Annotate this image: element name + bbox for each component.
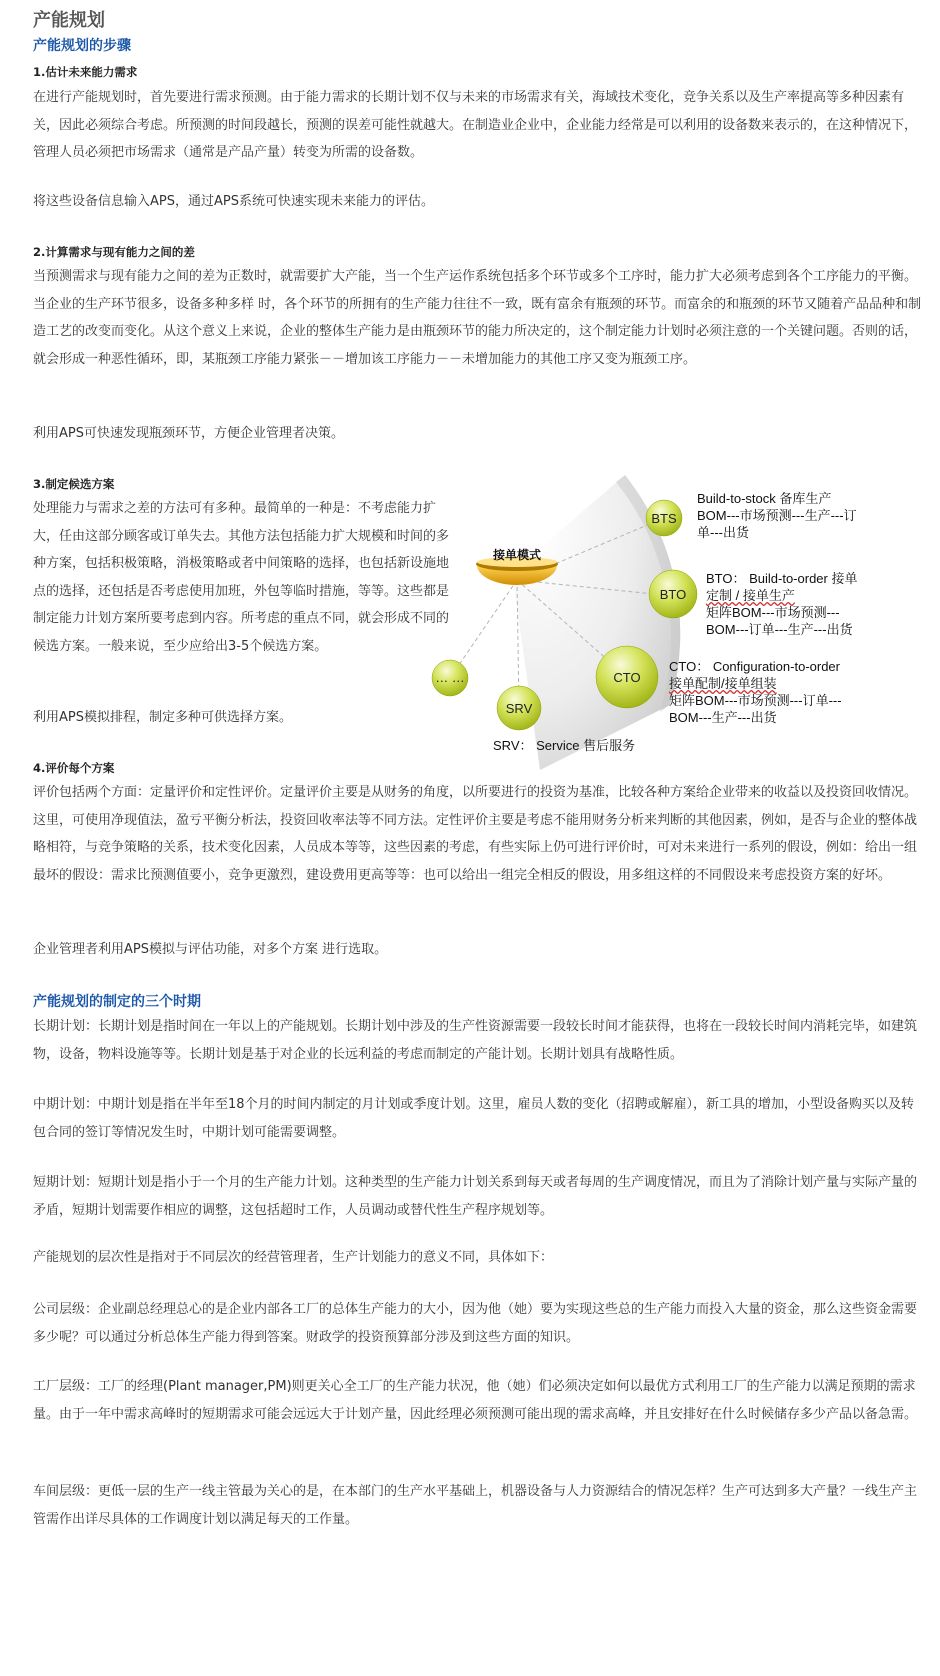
srv-caption: SRV： Service 售后服务 [493, 738, 636, 753]
node-cto [596, 646, 658, 708]
svg-text:… …: … … [435, 670, 465, 685]
svg-text:BTS: BTS [651, 511, 677, 526]
step4-paragraph: 评价包括两个方面：定量评价和定性评价。定量评价主要是从财务的角度，以所要进行的投资为基准，比较各种方案给企业带来的收益以及投资回收情况。这里，可使用净现值法，盈亏平衡分析法，投资回收率法等不同方法。定性评价主要是考虑不能用财务分析来判断的其他因素，例如，是否与企业的整体战略相符，与竞争策略的关系，技术变化因素，人员成本等等，这些因素的考虑，有些实际上仍可进行评价时，可对未来进行一系列的假设，例如：给出一组最坏的假设：需求比预测值要小，竞争更激烈，建设费用更高等等：也可以给出一组完全相反的假设，用多组这样的不同假设来考虑投资方案的好坏。 [33, 785, 918, 883]
step2-aps-note: 利用APS可快速发现瓶颈环节，方便企业管理者决策。 [33, 426, 344, 441]
step3-heading: 3.制定候选方案 [33, 477, 115, 491]
page-title: 产能规划 [33, 10, 105, 31]
step4-heading: 4.评价每个方案 [33, 761, 115, 775]
mid-term-plan: 中期计划：中期计划是指在半年至18个月的时间内制定的月计划或季度计划。这里，雇员人数的变化（招聘或解雇），新工具的增加，小型设备购买以及转包合同的签订等情况发生时，中期计划可能需要调整。 [33, 1097, 915, 1140]
center-label: 接单模式 [492, 548, 542, 562]
bto-caption: BTO： Build-to-order 接单 定制 / 接单生产 矩阵BOM---市场预测--- BOM---订单---生产---出货 [706, 571, 858, 637]
company-level: 公司层级：企业副总经理总心的是企业内部各工厂的总体生产能力的大小，因为他（她）要为实现这些总的生产能力而投入大量的资金，那么这些资金需要多少呢？可以通过分析总体生产能力得到答案。财政学的投资预算部分涉及到这些方面的知识。 [33, 1302, 918, 1345]
cto-caption: CTO： Configuration-to-order 接单配制/接单组装 矩阵BOM---市场预测---订单--- BOM---生产---出货 [669, 659, 842, 725]
node-etc [432, 660, 468, 696]
svg-text:BTO: BTO [659, 587, 687, 602]
svg-text:CTO: CTO [613, 670, 641, 685]
step2-paragraph: 当预测需求与现有能力之间的差为正数时，就需要扩大产能，当一个生产运作系统包括多个环节或多个工序时，能力扩大必须考虑到各个工序能力的平衡。当企业的生产环节很多，设备多种多样 时，各个环节的所拥有的生产能力往往不一致，既有富余有瓶颈的环节。而富余的和瓶颈的环节又随着产品品种和制造工艺的改变而变化。从这个意义上来说，企业的整体生产能力是由瓶颈环节的能力所决定的，这个制定能力计划时必须注意的一个关键问题。否则的话，就会形成一种恶性循环，即，某瓶颈工序能力紧张－－增加该工序能力－－未增加能力的其他工序又变为瓶颈工序。 [33, 269, 922, 367]
step4-aps-note: 企业管理者利用APS模拟与评估功能，对多个方案 进行选取。 [33, 942, 388, 957]
section-heading-steps: 产能规划的步骤 [33, 38, 131, 54]
section-heading-periods: 产能规划的制定的三个时期 [33, 994, 201, 1010]
step2-heading: 2.计算需求与现有能力之间的差 [33, 245, 195, 259]
long-term-plan: 长期计划：长期计划是指时间在一年以上的产能规划。长期计划中涉及的生产性资源需要一段较长时间才能获得，也将在一段较长时间内消耗完毕，如建筑物，设备，物料设施等等。长期计划是基于对企业的长远利益的考虑而制定的产能计划。长期计划具有战略性质。 [33, 1019, 918, 1062]
node-bto [649, 570, 697, 618]
step1-heading: 1.估计未来能力需求 [33, 65, 138, 79]
levels-intro: 产能规划的层次性是指对于不同层次的经营管理者，生产计划能力的意义不同，具体如下： [33, 1250, 554, 1265]
factory-level: 工厂层级：工厂的经理(Plant manager,PM)则更关心全工厂的生产能力状况，他（她）们必须决定如何以最优方式利用工厂的生产能力以满足预期的需求量。由于一年中需求高峰时的短期需求可能会远远大于计划产量，因此经理必须预测可能出现的需求高峰，并且安排好在什么时候储存多少产品以备急需。 [33, 1379, 918, 1422]
step3-aps-note: 利用APS模拟排程，制定多种可供选择方案。 [33, 710, 292, 725]
workshop-level: 车间层级：更低一层的生产一线主管最为关心的是，在本部门的生产水平基础上，机器设备与人力资源结合的情况怎样？生产可达到多大产量？一线生产主管需作出详尽具体的工作调度计划以满足每天的工作量。 [33, 1484, 918, 1527]
bts-caption: Build-to-stock 备库生产 BOM---市场预测---生产---订 单---出货 [697, 491, 857, 540]
order-mode-diagram [435, 491, 940, 820]
node-bts [646, 500, 682, 536]
node-srv [497, 686, 541, 730]
step1-aps-note: 将这些设备信息输入APS，通过APS系统可快速实现未来能力的评估。 [33, 194, 434, 209]
svg-text:SRV: SRV [505, 701, 533, 716]
step1-paragraph: 在进行产能规划时，首先要进行需求预测。由于能力需求的长期计划不仅与未来的市场需求有关，海域技术变化，竞争关系以及生产率提高等多种因素有关，因此必须综合考虑。所预测的时间段越长，预测的误差可能性就越大。在制造业企业中，企业能力经常是可以利用的设备数来表示的，在这种情况下，管理人员必须把市场需求（通常是产品产量）转变为所需的设备数。 [33, 90, 918, 161]
short-term-plan: 短期计划：短期计划是指小于一个月的生产能力计划。这种类型的生产能力计划关系到每天或者每周的生产调度情况，而且为了消除计划产量与实际产量的矛盾，短期计划需要作相应的调整，这包括超时工作，人员调动或替代性生产程序规划等。 [33, 1175, 918, 1218]
step3-paragraph: 处理能力与需求之差的方法可有多种。最简单的一种是：不考虑能力扩大，任由这部分顾客或订单失去。其他方法包括能力扩大规模和时间的多种方案，包括积极策略，消极策略或者中间策略的选择，也包括新设施地点的选择，还包括是否考虑使用加班，外包等临时措施，等等。这些都是制定能力计划方案所要考虑到内容。所考虑的重点不同，就会形成不同的候选方案。一般来说，至少应给出3-5个候选方案。 [33, 501, 450, 654]
